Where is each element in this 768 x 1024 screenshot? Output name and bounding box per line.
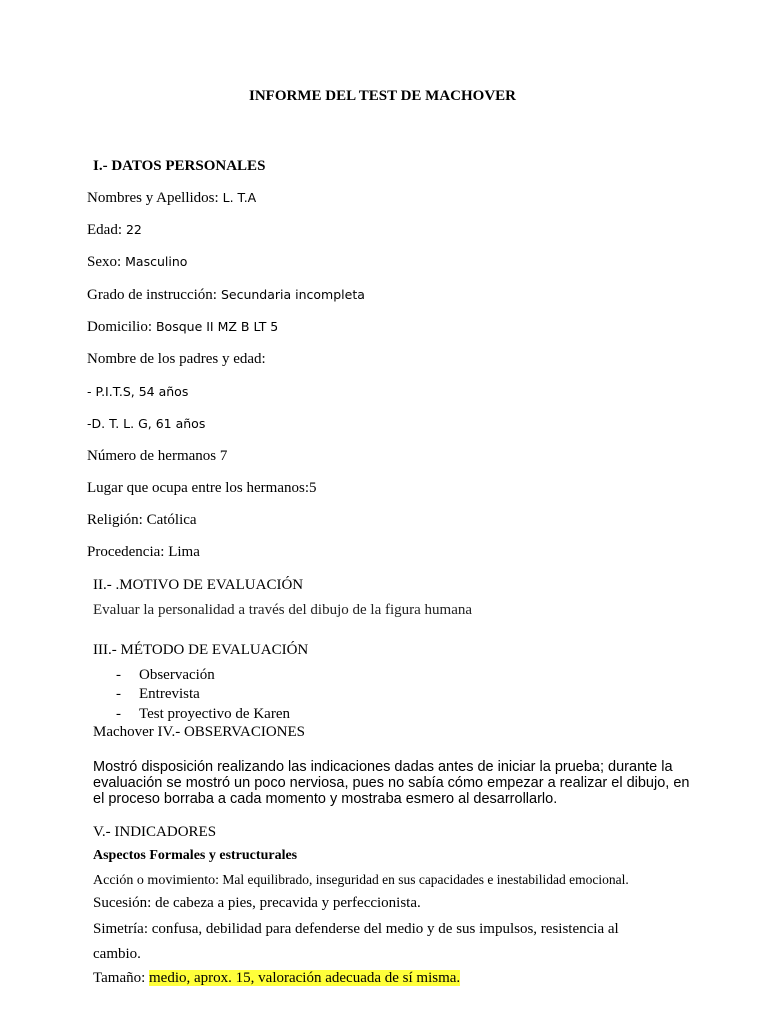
section-1-heading: I.- DATOS PERSONALES xyxy=(93,158,266,174)
highlighted-text: medio, aprox. 15, valoración adecuada de sí misma. xyxy=(149,970,461,986)
list-item: - Entrevista xyxy=(116,686,200,702)
indicator-simetria-cont: cambio. xyxy=(93,946,141,962)
list-item-label: Test proyectivo de Karen xyxy=(139,706,290,722)
list-item: - Test proyectivo de Karen xyxy=(116,706,290,722)
field-value: L. T.A xyxy=(218,190,257,205)
section-2-heading: II.- .MOTIVO DE EVALUACIÓN xyxy=(93,577,304,593)
field-grado xyxy=(87,286,365,304)
field-nombres xyxy=(87,189,256,207)
indicator-text: Mal equilibrado, inseguridad en sus capacidades e inestabilidad emocional. xyxy=(218,872,629,887)
observations-line: Mostró disposición realizando las indicaciones dadas antes de iniciar la prueba; durante la xyxy=(93,759,673,775)
field-sexo xyxy=(87,253,187,271)
section-5-subheading: Aspectos Formales y estructurales xyxy=(93,848,298,863)
field-value: 22 xyxy=(122,222,142,237)
field-procedencia: Procedencia: Lima xyxy=(87,544,200,560)
field-label: Nombre de los padres y edad: xyxy=(87,351,266,367)
indicator-label: Acción o movimiento: xyxy=(93,873,219,888)
section-3-heading: III.- MÉTODO DE EVALUACIÓN xyxy=(93,642,309,658)
field-edad xyxy=(87,221,142,239)
field-label: Grado de instrucción: xyxy=(87,287,217,303)
field-value: Masculino xyxy=(121,254,188,269)
field-label: Edad: xyxy=(87,222,122,238)
field-padres xyxy=(87,350,266,368)
indicator-simetria: Simetría: confusa, debilidad para defenderse del medio y de sus impulsos, resistencia al xyxy=(93,921,619,937)
field-label: Domicilio: xyxy=(87,319,152,335)
list-item-label: Entrevista xyxy=(139,686,200,702)
field-hermanos: Número de hermanos 7 xyxy=(87,448,228,464)
section-5-heading: V.- INDICADORES xyxy=(93,824,217,840)
observations-line: el proceso borraba a cada momento y mostraba esmero al desarrollarlo. xyxy=(93,791,558,807)
field-label: Sexo: xyxy=(87,254,122,270)
indicator-tamano xyxy=(93,969,460,987)
indicator-sucesion: Sucesión: de cabeza a pies, precavida y perfeccionista. xyxy=(93,895,421,911)
list-item-label: Observación xyxy=(139,667,215,683)
parent-entry: -D. T. L. G, 61 años xyxy=(87,416,206,431)
list-item: - Observación xyxy=(116,667,215,683)
field-domicilio xyxy=(87,318,278,336)
document-title: INFORME DEL TEST DE MACHOVER xyxy=(249,88,516,104)
section-2-text: Evaluar la personalidad a través del dibujo de la figura humana xyxy=(93,602,473,618)
field-label: Nombres y Apellidos: xyxy=(87,190,219,206)
parent-entry: - P.I.T.S, 54 años xyxy=(87,384,189,399)
field-religion: Religión: Católica xyxy=(87,512,197,528)
field-lugar: Lugar que ocupa entre los hermanos:5 xyxy=(87,480,317,496)
field-value: Bosque II MZ B LT 5 xyxy=(152,319,279,334)
observations-line: evaluación se mostró un poco nerviosa, pues no sabía cómo empezar a realizar el dibujo, en xyxy=(93,775,690,791)
section-4-heading: Machover IV.- OBSERVACIONES xyxy=(93,724,305,740)
indicator-label: Tamaño: xyxy=(93,970,150,986)
indicator-accion xyxy=(93,871,629,890)
field-value: Secundaria incompleta xyxy=(216,287,365,302)
